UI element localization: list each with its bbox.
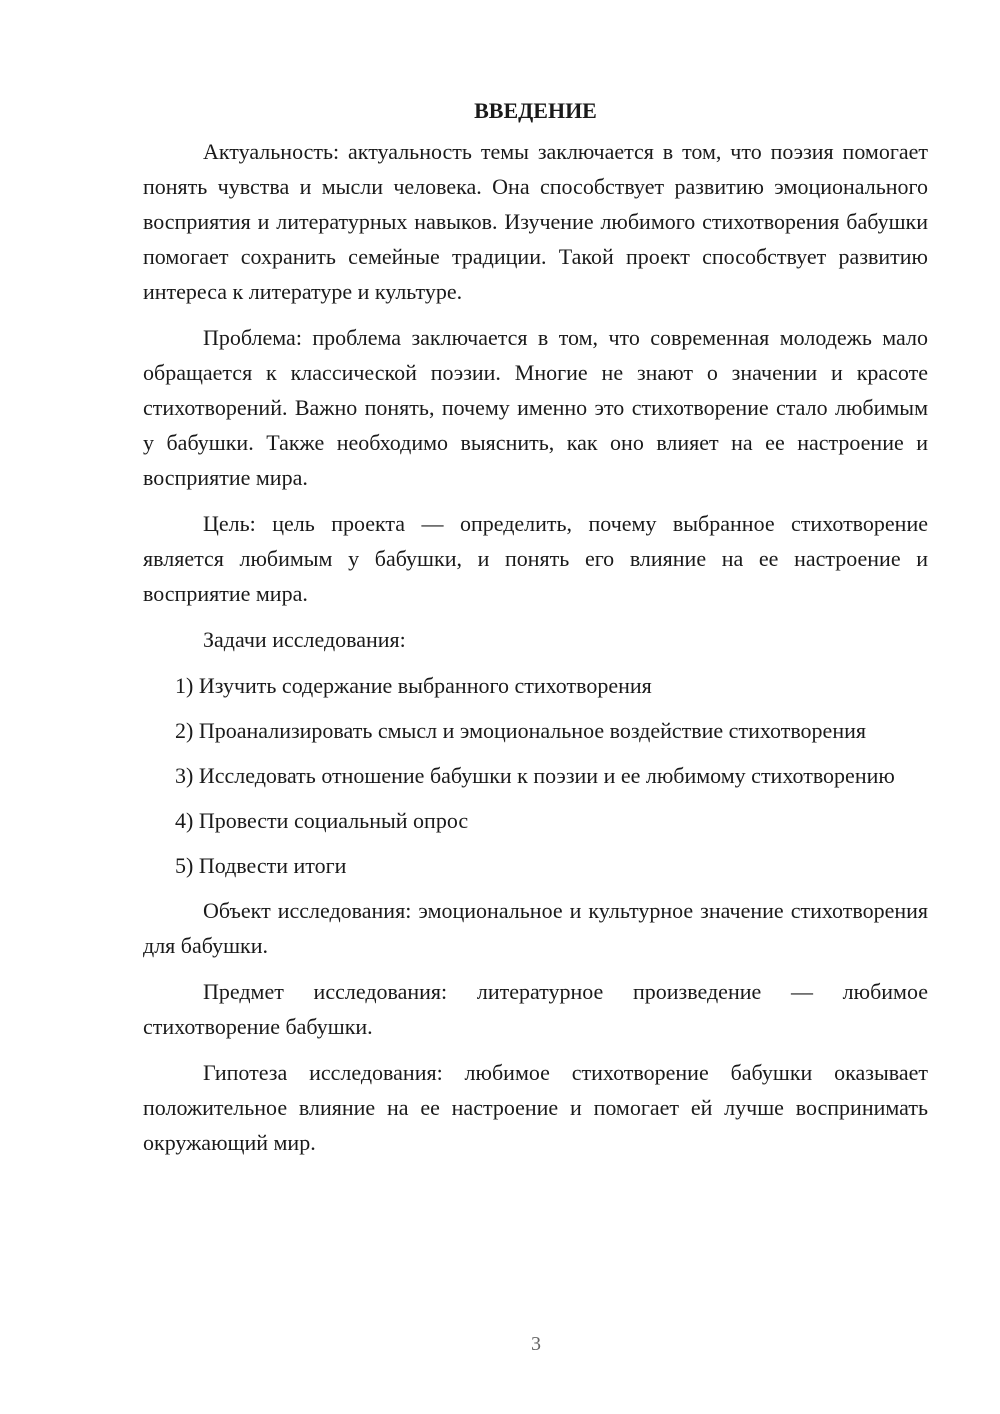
list-item: 4) Провести социальный опрос xyxy=(175,808,469,833)
document-body xyxy=(143,96,928,1171)
list-item: 2) Проанализировать смысл и эмоциональное воздействие стихотворения xyxy=(175,718,866,743)
page-number: 3 xyxy=(531,1333,541,1355)
paragraph-relevance: Актуальность: актуальность темы заключается в том, что поэзия помогает понять чувства и мысли человека. Она способствует развитию эмоционального восприятия и литературных навыков. Изучение любимого стихотворения бабушки помогает сохранить семейные традиции. Такой проект способствует развитию интереса к литературе и культуре. xyxy=(143,139,928,304)
paragraph-goal: Цель: цель проекта — определить, почему выбранное стихотворение является любимым у бабушки, и понять его влияние на ее настроение и восприятие мира. xyxy=(143,511,928,606)
list-item: 3) Исследовать отношение бабушки к поэзии и ее любимому стихотворению xyxy=(175,763,895,788)
paragraph-problem: Проблема: проблема заключается в том, что современная молодежь мало обращается к классической поэзии. Многие не знают о значении и красоте стихотворений. Важно понять, почему именно это стихотворение стало любимым у бабушки. Также необходимо выяснить, как оно влияет на ее настроение и восприятие мира. xyxy=(143,325,928,490)
list-item: 5) Подвести итоги xyxy=(175,853,347,878)
paragraph-subject: Предмет исследования: литературное произведение — любимое стихотворение бабушки. xyxy=(143,979,928,1039)
list-item: 1) Изучить содержание выбранного стихотворения xyxy=(175,673,652,698)
paragraph-object: Объект исследования: эмоциональное и культурное значение стихотворения для бабушки. xyxy=(143,898,928,958)
tasks-title: Задачи исследования: xyxy=(203,627,406,652)
paragraph-hypothesis: Гипотеза исследования: любимое стихотворение бабушки оказывает положительное влияние на ее настроение и помогает ей лучше воспринимать окружающий мир. xyxy=(143,1060,928,1155)
section-heading: ВВЕДЕНИЕ xyxy=(474,98,597,123)
